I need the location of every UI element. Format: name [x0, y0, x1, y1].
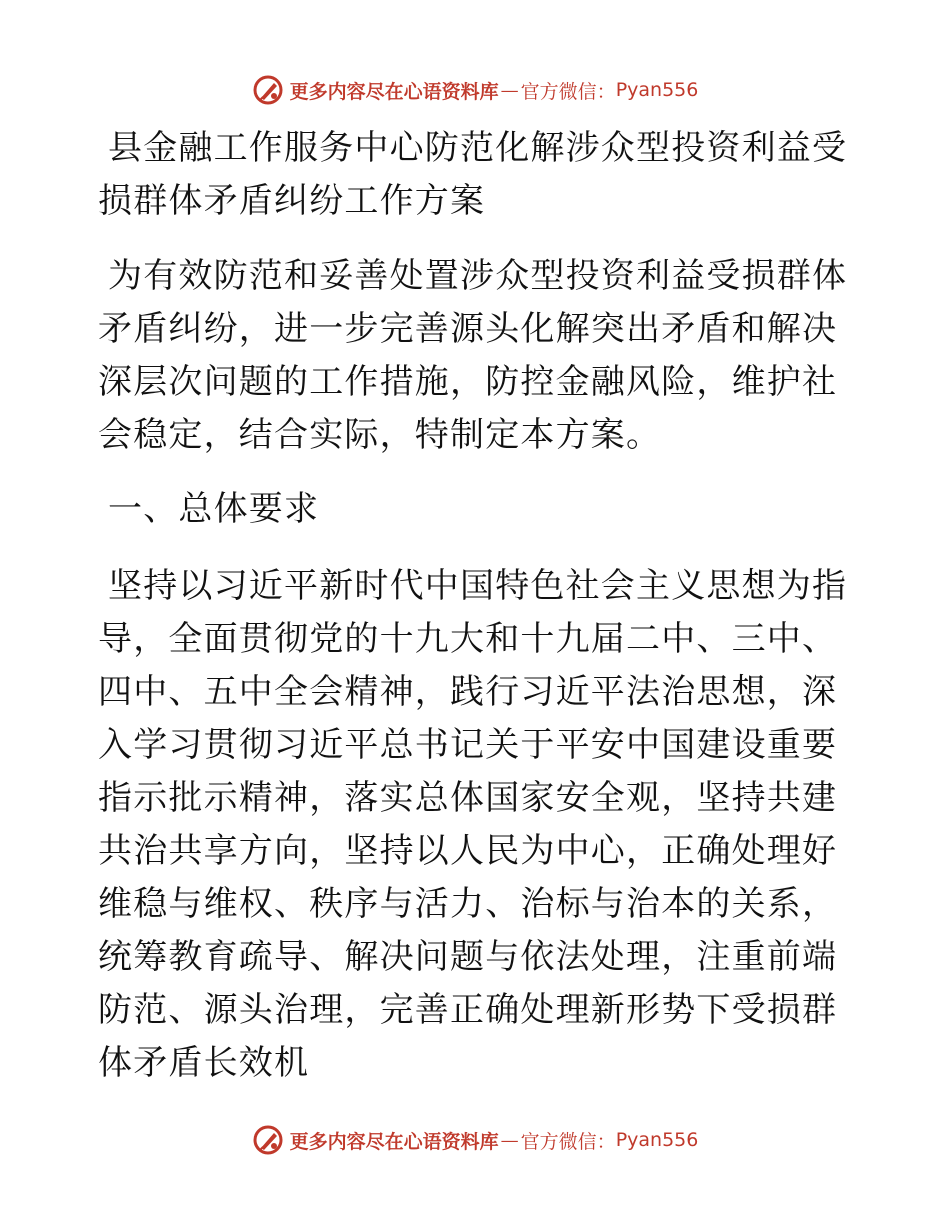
document-title: 县金融工作服务中心防范化解涉众型投资利益受损群体矛盾纠纷工作方案	[98, 128, 848, 221]
footer-banner	[0, 1120, 950, 1160]
section-paragraph: 坚持以习近平新时代中国特色社会主义思想为指导，全面贯彻党的十九大和十九届二中、三中、四中、五中全会精神，践行习近平法治思想，深入学习贯彻习近平总书记关于平安中国建设重要指示批示精神，落实总体国家安全观，坚持共建共治共享方向，坚持以人民为中心，正确处理好维稳与维权、秩序与活力、治标与治本的关系，统筹教育疏导、解决问题与依法处理，注重前端防范、源头治理，完善正确处理新形势下受损群体矛盾长效机	[98, 566, 848, 1083]
banner-official-label: 官方微信：	[520, 1130, 616, 1153]
banner-wechat-id: Pyan556	[615, 1129, 699, 1151]
banner-text: 更多内容尽在心语资料库	[289, 1130, 499, 1153]
intro-paragraph: 为有效防范和妥善处置涉众型投资利益受损群体矛盾纠纷，进一步完善源头化解突出矛盾和解决深层次问题的工作措施，防控金融风险，维护社会稳定，结合实际，特制定本方案。	[98, 256, 848, 455]
banner-dash: —	[500, 79, 519, 101]
header-banner	[0, 70, 950, 110]
banner-wechat-id: Pyan556	[615, 79, 699, 101]
document-body	[98, 122, 858, 1090]
section-heading: 一、总体要求	[108, 489, 320, 529]
quill-logo-icon	[252, 74, 284, 106]
banner-official-label: 官方微信：	[520, 80, 616, 103]
quill-logo-icon	[252, 1124, 284, 1156]
banner-text: 更多内容尽在心语资料库	[289, 80, 499, 103]
banner-dash: —	[500, 1129, 519, 1151]
